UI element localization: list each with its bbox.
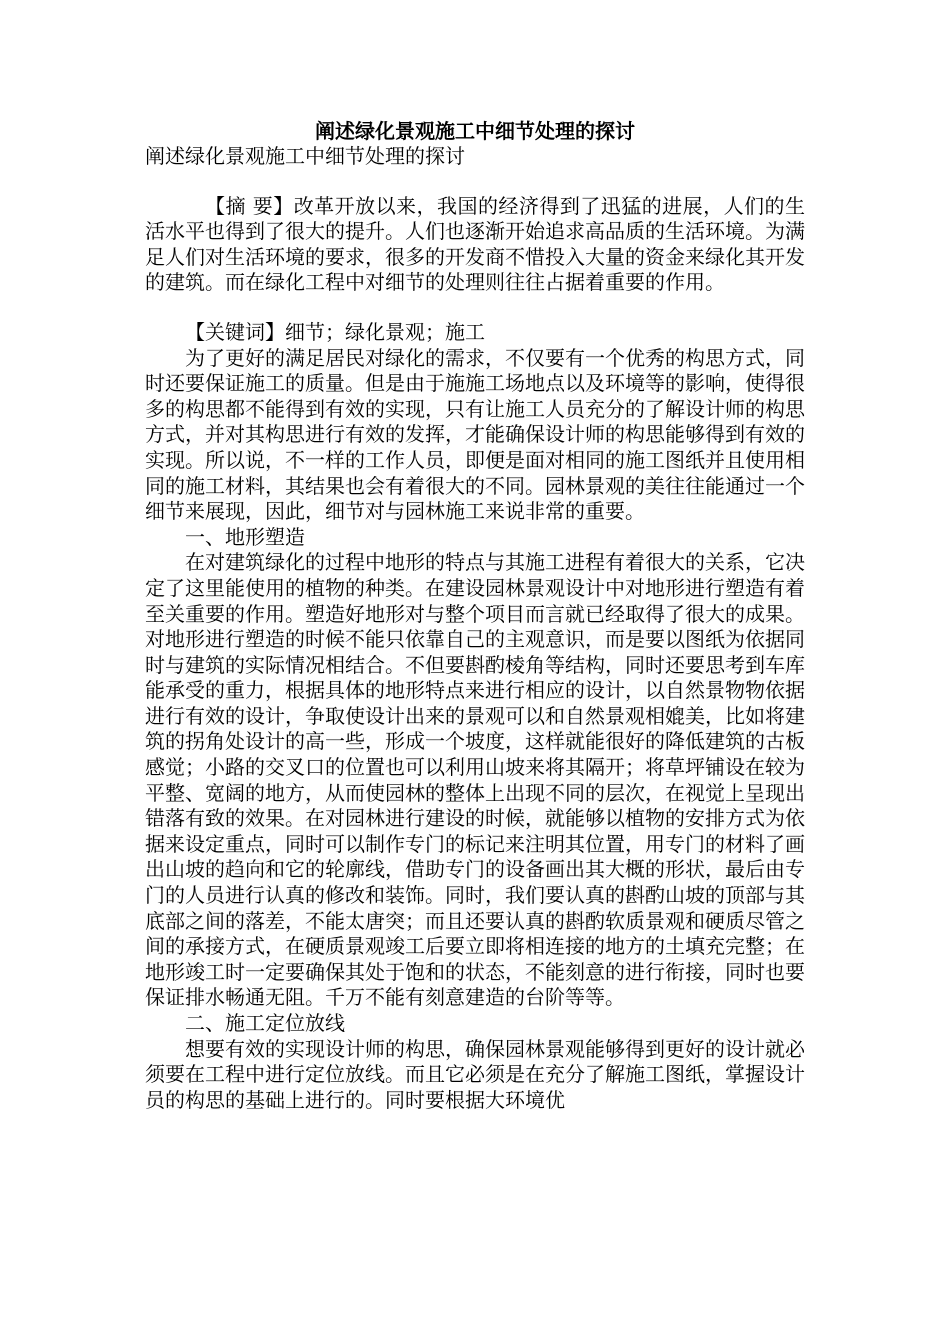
abstract-paragraph: 【摘 要】改革开放以来，我国的经济得到了迅猛的进展，人们的生活水平也得到了很大的提升。人们也逐渐开始追求高品质的生活环境。为满足人们对生活环境的要求，很多的开发商不惜投入大量的资金来绿化其开发的建筑。而在绿化工程中对细节的处理则往往占据着重要的作用。 <box>145 193 805 295</box>
document-title: 阐述绿化景观施工中细节处理的探讨 <box>315 119 635 143</box>
intro-paragraph: 为了更好的满足居民对绿化的需求，不仅要有一个优秀的构思方式，同时还要保证施工的质量。但是由于施施工场地点以及环境等的影响，使得很多的构思都不能得到有效的实现，只有让施工人员充分的了解设计师的构思方式，并对其构思进行有效的发挥，才能确保设计师的构思能够得到有效的实现。所以说，不一样的工作人员，即便是面对相同的施工图纸并且使用相同的施工材料，其结果也会有着很大的不同。园林景观的美往往能通过一个细节来展现，因此，细节对与园林施工来说非常的重要。 <box>145 345 805 524</box>
keywords-line: 【关键词】细节；绿化景观；施工 <box>185 319 485 344</box>
section-body-terrain: 在对建筑绿化的过程中地形的特点与其施工进程有着很大的关系，它决定了这里能使用的植物的种类。在建设园林景观设计中对地形进行塑造有着至关重要的作用。塑造好地形对与整个项目而言就已经取得了很大的成果。对地形进行塑造的时候不能只依靠自己的主观意识，而是要以图纸为依据同时与建筑的实际情况相结合。不但要斟酌棱角等结构，同时还要思考到车库能承受的重力，根据具体的地形特点来进行相应的设计，以自然景物物依据进行有效的设计，争取使设计出来的景观可以和自然景观相媲美，比如将建筑的拐角处设计的高一些，形成一个坡度，这样就能很好的降低建筑的古板感觉；小路的交叉口的位置也可以利用山坡来将其隔开；将草坪铺设在较为平整、宽阔的地方，从而使园林的整体上出现不同的层次，在视觉上呈现出错落有致的效果。在对园林进行建设的时候，就能够以植物的安排方式为依据来设定重点，同时可以制作专门的标记来注明其位置，用专门的材料了画出山坡的趋向和它的轮廓线，借助专门的设备画出其大概的形状，最后由专门的人员进行认真的修改和装饰。同时，我们要认真的斟酌山坡的顶部与其底部之间的落差，不能太唐突；而且还要认真的斟酌软质景观和硬质尽管之间的承接方式，在硬质景观竣工后要立即将相连接的地方的土填充完整；在地形竣工时一定要确保其处于饱和的状态，不能刻意的进行衔接，同时也要保证排水畅通无阻。千万不能有刻意建造的台阶等等。 <box>145 550 805 1010</box>
section-heading-terrain: 一、地形塑造 <box>185 524 305 549</box>
document-subtitle: 阐述绿化景观施工中细节处理的探讨 <box>145 144 465 168</box>
section-heading-positioning: 二、施工定位放线 <box>185 1011 345 1035</box>
section-body-positioning: 想要有效的实现设计师的构思，确保园林景观能够得到更好的设计就必须要在工程中进行定位放线。而且它必须是在充分了解施工图纸，掌握设计员的构思的基础上进行的。同时要根据大环境优 <box>145 1036 805 1112</box>
document-page <box>145 118 805 1113</box>
